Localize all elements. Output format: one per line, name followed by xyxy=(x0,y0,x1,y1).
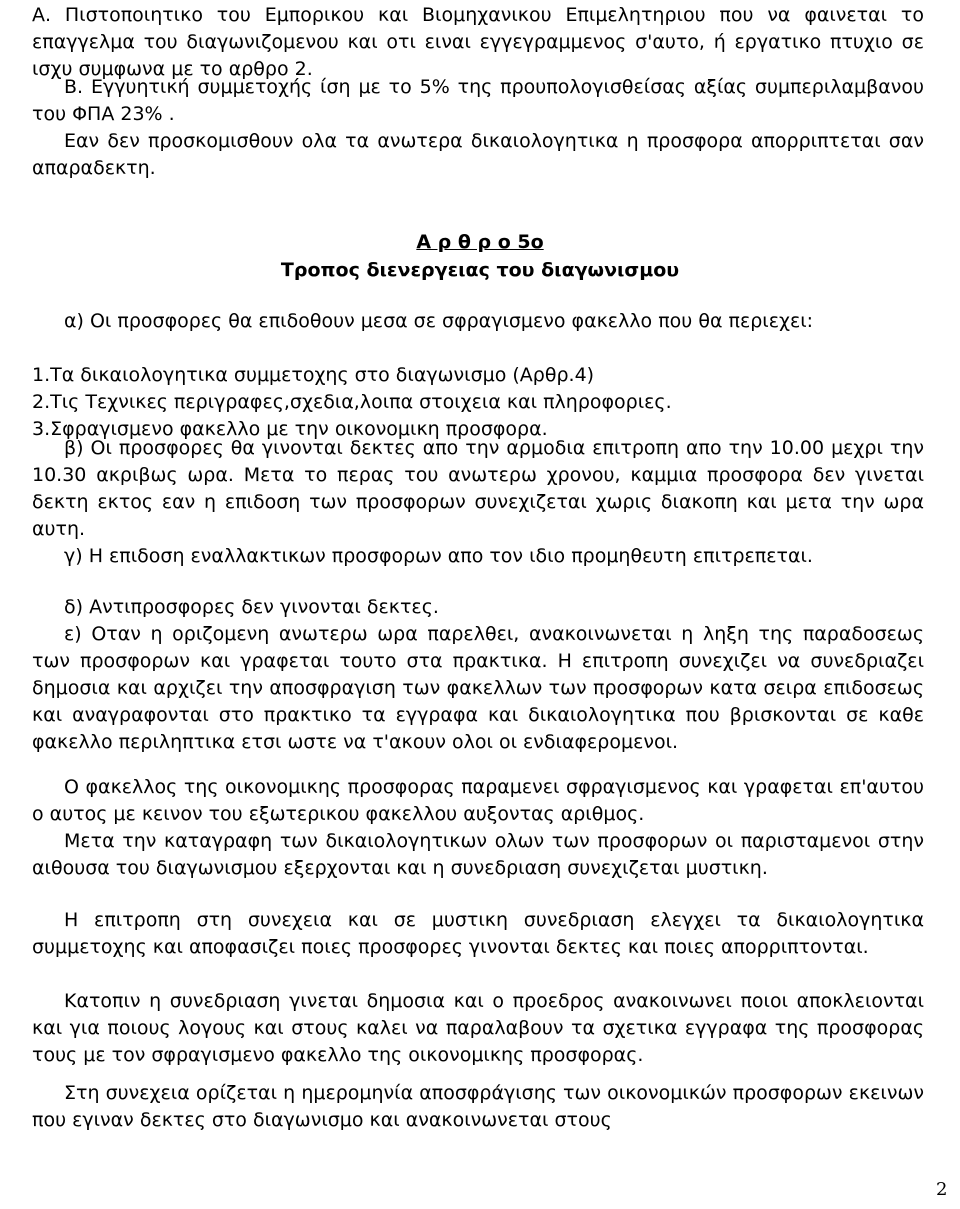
rejection-note: Εαν δεν προσκομισθουν ολα τα ανωτερα δικαιολογητικα η προσφορα απορριπτεται σαν απαραδεκτη. xyxy=(32,130,924,179)
list-item: 3.Σφραγισμενο φακελλο με την οικονομικη προσφορα. xyxy=(32,418,548,440)
article-number: Α ρ θ ρ ο 5ο xyxy=(416,231,544,253)
list-item: 1.Τα δικαιολογητικα συμμετοχης στο διαγωνισμο (Αρθρ.4) xyxy=(32,364,595,386)
certificate-requirement: Α. Πιστοποιητικο του Εμπορικου και Βιομηχανικου Επιμελητηριου που να φαινεται το επαγγελμα του διαγωνιζομενου και οτι ειναι εγγεγραμμενος σ'αυτο, ή εργατικο πτυχιο σε ισχυ συμφωνα με το αρθρο 2. xyxy=(32,4,924,80)
paragraph-g: Μετα την καταγραφη των δικαιολογητικων ολων των προσφορων οι παρισταμενοι στην αιθουσα του διαγωνισμου εξερχονται και η συνεδριαση συνεχιζεται μυστικη. xyxy=(32,830,924,879)
article-title: Τροπος διενεργειας του διαγωνισμου xyxy=(280,259,680,281)
paragraph-b: β) Οι προσφορες θα γινονται δεκτες απο την αρμοδια επιτροπη απο την 10.00 μεχρι την 10.30 ακριβως ωρα. Μετα το περας του ανωτερω χρονου, καμμια προσφορα δεν γινεται δεκτη εκτος εαν η επιδοση των προσφορων συνεχιζεται χωρις διακοπη και μετα την ωρα αυτη. xyxy=(32,437,924,540)
guarantee-requirement: Β. Εγγυητική συμμετοχής ίση με το 5% της προυπολογισθείσας αξίας συμπεριλαμβανου του ΦΠΑ 23% . xyxy=(32,76,924,125)
paragraph-i: Κατοπιν η συνεδριαση γινεται δημοσια και ο προεδρος ανακοινωνει ποιοι αποκλειονται και για ποιους λογους και στους καλει να παραλαβουν τα σχετικα εγγραφα της προσφορας τους με τον σφραγισμενο φακελλο της οικονομικης προσφορας. xyxy=(32,990,924,1066)
list-item: 2.Τις Τεχνικες περιγραφες,σχεδια,λοιπα στοιχεια και πληροφοριες. xyxy=(32,391,672,413)
paragraph-e: ε) Οταν η οριζομενη ανωτερω ωρα παρελθει, ανακοινωνεται η ληξη της παραδοσεως των προσφορων και γραφεται τουτο στα πρακτικα. Η επιτροπη συνεχιζει να συνεδριαζει δημοσια και αρχιζει την αποσφραγιση των φακελλων των προσφορων κατα σειρα επιδοσεως και αναγραφονται στο πρακτικο τα εγγραφα και δικαιολογητικα που βρισκονται σε καθε φακελλο περιληπτικα ετσι ωστε να τ'ακουν ολοι οι ενδιαφερομενοι. xyxy=(32,623,924,753)
paragraph-c: γ) Η επιδοση εναλλακτικων προσφορων απο τον ιδιο προμηθευτη επιτρεπεται. xyxy=(64,545,813,567)
paragraph-d: δ) Αντιπροσφορες δεν γινονται δεκτες. xyxy=(64,596,439,618)
paragraph-a: α) Οι προσφορες θα επιδοθουν μεσα σε σφραγισμενο φακελλο που θα περιεχει: xyxy=(64,310,814,332)
paragraph-h: Η επιτροπη στη συνεχεια και σε μυστικη συνεδριαση ελεγχει τα δικαιολογητικα συμμετοχης και αποφασιζει ποιες προσφορες γινονται δεκτες και ποιες απορριπτονται. xyxy=(32,909,924,958)
paragraph-j: Στη συνεχεια ορίζεται η ημερομηνία αποσφράγισης των οικονομικών προσφορων εκεινων που εγιναν δεκτες στο διαγωνισμο και ανακοινωνεται στους xyxy=(32,1082,924,1131)
paragraph-f: Ο φακελλος της οικονομικης προσφορας παραμενει σφραγισμενος και γραφεται επ'αυτου ο αυτος με κεινον του εξωτερικου φακελλου αυξοντας αριθμος. xyxy=(32,776,924,825)
page-number: 2 xyxy=(936,1179,948,1200)
